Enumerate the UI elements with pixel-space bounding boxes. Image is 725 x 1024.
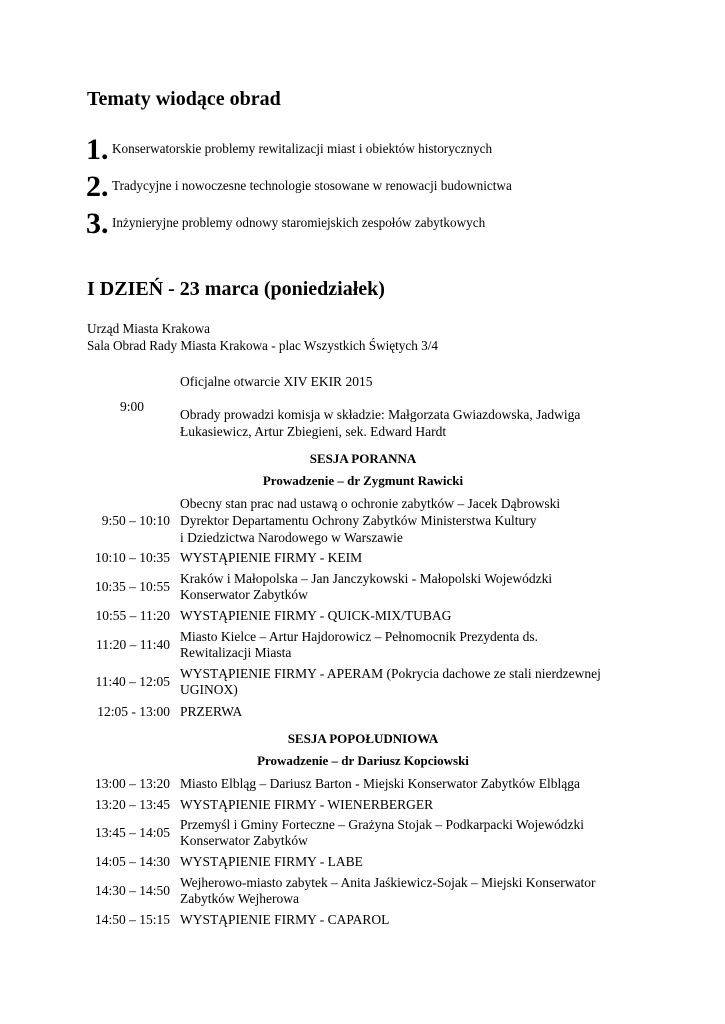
day-heading: I DZIEŃ - 23 marca (poniedziałek) (87, 278, 385, 300)
agenda-time: 14:50 – 15:15 (94, 912, 170, 927)
venue-line: Sala Obrad Rady Miasta Krakowa - plac Wszystkich Świętych 3/4 (87, 338, 438, 353)
session-title: SESJA POPOŁUDNIOWA (287, 731, 439, 746)
agenda-text: Wejherowo-miasto zabytek – Anita Jaśkiewicz-Sojak – Miejski Konserwator (180, 875, 596, 890)
topic-number: 2. (86, 170, 109, 203)
agenda-time: 9:50 – 10:10 (101, 513, 170, 528)
agenda-time: 13:45 – 14:05 (94, 825, 170, 840)
opening-line: Oficjalne otwarcie XIV EKIR 2015 (180, 374, 373, 389)
agenda-text: Dyrektor Departamentu Ochrony Zabytków Ministerstwa Kultury (180, 513, 537, 528)
opening-line: Łukasiewicz, Artur Zbiegieni, sek. Edward Hardt (180, 424, 447, 439)
agenda-time: 10:35 – 10:55 (94, 579, 170, 594)
agenda-time: 13:20 – 13:45 (94, 797, 170, 812)
agenda-text: Konserwator Zabytków (180, 833, 308, 848)
agenda-text: WYSTĄPIENIE FIRMY - LABE (180, 854, 363, 869)
agenda-time: 12:05 - 13:00 (97, 704, 170, 719)
agenda-text: Miasto Kielce – Artur Hajdorowicz – Pełnomocnik Prezydenta ds. (180, 629, 539, 644)
agenda-text: UGINOX) (180, 682, 238, 697)
agenda-time: 10:10 – 10:35 (94, 550, 170, 565)
topic-text: Inżynieryjne problemy odnowy staromiejskich zespołów zabytkowych (112, 215, 486, 230)
agenda-text: PRZERWA (180, 704, 243, 719)
agenda-time: 11:40 – 12:05 (95, 674, 170, 689)
agenda-text: Zabytków Wejherowa (180, 891, 300, 906)
session-title: SESJA PORANNA (309, 451, 417, 466)
agenda-text: Kraków i Małopolska – Jan Janczykowski - Małopolski Wojewódzki (180, 571, 553, 586)
agenda-text: i Dziedzictwa Narodowego w Warszawie (180, 530, 403, 545)
agenda-text: Miasto Elbląg – Dariusz Barton - Miejski Konserwator Zabytków Elbląga (180, 776, 581, 791)
topic-text: Konserwatorskie problemy rewitalizacji miast i obiektów historycznych (112, 141, 493, 156)
topic-text: Tradycyjne i nowoczesne technologie stosowane w renowacji budownictwa (112, 178, 512, 193)
topic-number: 3. (86, 207, 109, 240)
venue-line: Urząd Miasta Krakowa (87, 321, 211, 336)
agenda-text: Rewitalizacji Miasta (180, 645, 292, 660)
topics-heading: Tematy wiodące obrad (87, 88, 281, 110)
agenda-text: WYSTĄPIENIE FIRMY - KEIM (180, 550, 363, 565)
session-chair: Prowadzenie – dr Zygmunt Rawicki (262, 473, 464, 488)
agenda-text: Przemyśl i Gminy Forteczne – Grażyna Stojak – Podkarpacki Wojewódzki (180, 817, 584, 832)
agenda-text: WYSTĄPIENIE FIRMY - APERAM (Pokrycia dachowe ze stali nierdzewnej (180, 666, 601, 681)
agenda-text: WYSTĄPIENIE FIRMY - CAPAROL (180, 912, 390, 927)
session-chair: Prowadzenie – dr Dariusz Kopciowski (257, 753, 469, 768)
agenda-time: 10:55 – 11:20 (95, 608, 170, 623)
agenda-text: Konserwator Zabytków (180, 587, 308, 602)
agenda-text: WYSTĄPIENIE FIRMY - WIENERBERGER (180, 797, 434, 812)
agenda-time: 11:20 – 11:40 (96, 637, 170, 652)
agenda-time: 14:30 – 14:50 (94, 883, 170, 898)
topic-number: 1. (86, 133, 109, 166)
agenda-time: 14:05 – 14:30 (94, 854, 170, 869)
agenda-text: WYSTĄPIENIE FIRMY - QUICK-MIX/TUBAG (180, 608, 452, 623)
opening-time: 9:00 (119, 399, 144, 414)
agenda-time: 13:00 – 13:20 (94, 776, 170, 791)
opening-line: Obrady prowadzi komisja w składzie: Małgorzata Gwiazdowska, Jadwiga (180, 407, 581, 422)
agenda-text: Obecny stan prac nad ustawą o ochronie zabytków – Jacek Dąbrowski (180, 496, 561, 511)
